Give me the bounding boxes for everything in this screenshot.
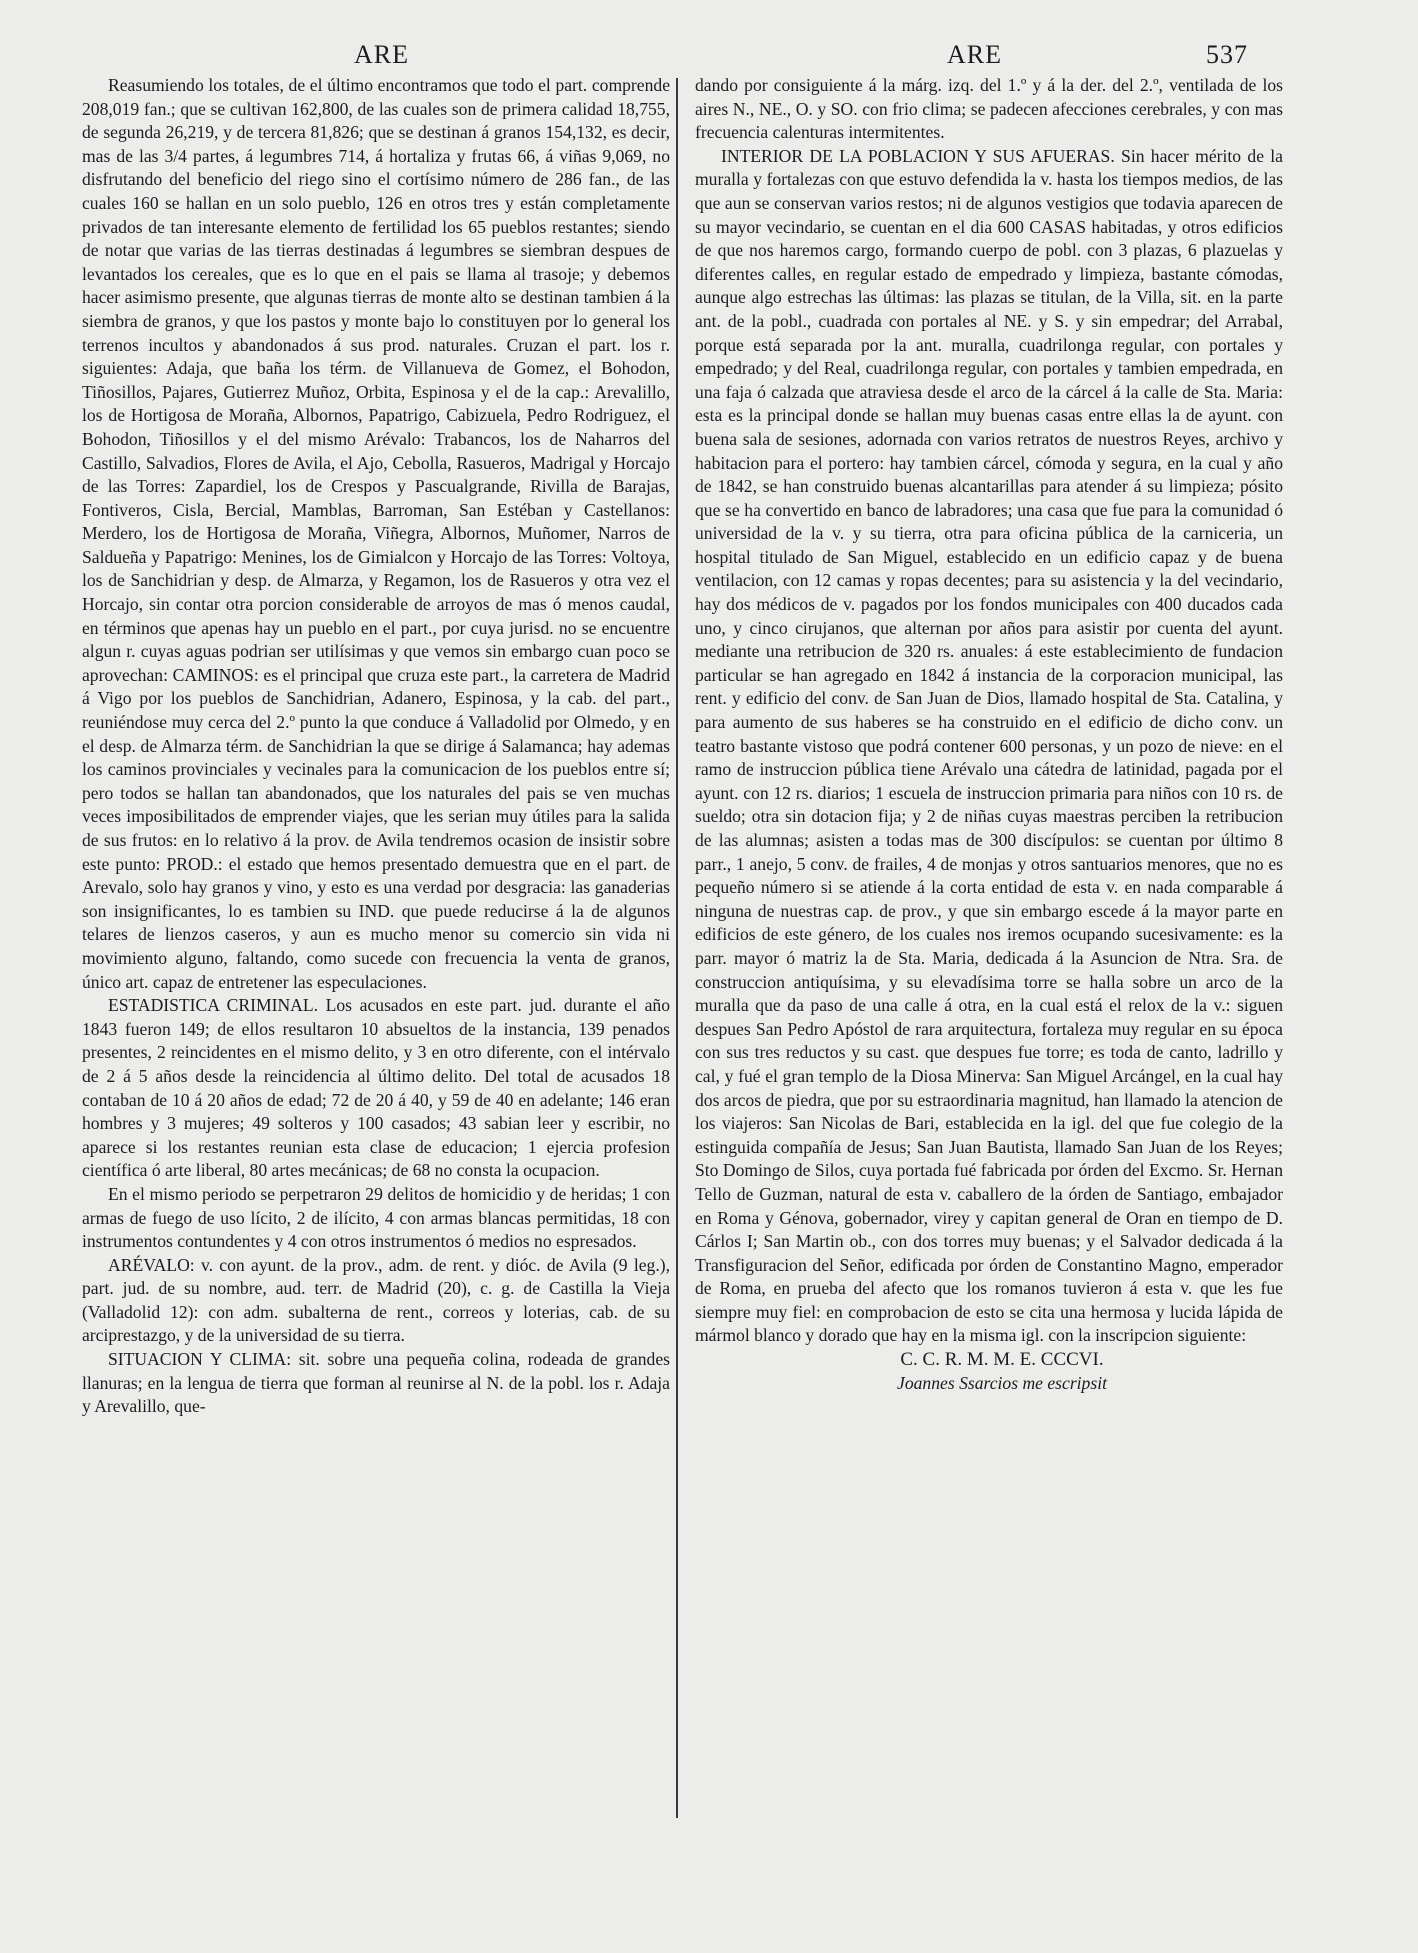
left-column (82, 74, 670, 1419)
paragraph-delitos: En el mismo periodo se perpetraron 29 delitos de homicidio y de heridas; 1 con armas de fuego de uso lícito, 2 de ilícito, 4 con armas blancas permitidas, 18 con instrumentos contundentes y 4 con otros instrumentos ó medios no espresados. (82, 1183, 670, 1252)
paragraph-arevalo-entry: ARÉVALO: v. con ayunt. de la prov., adm. de rent. y dióc. de Avila (9 leg.), part. jud. de su nombre, aud. terr. de Madrid (20), c. g. de Castilla la Vieja (Valladolid 12): con adm. subalterna de rent., correos y loterias, cab. de su arciprestazgo, y de la universidad de su tierra. (82, 1254, 670, 1346)
paragraph-interior-poblacion: INTERIOR DE LA POBLACION Y SUS AFUERAS. Sin hacer mérito de la muralla y fortalezas con que estuvo defendida la v. hasta los tiempos medios, de las que aun se conservan varios restos; ni de algunos vestigios que todavia aparecen de su mayor vecindario, se cuentan en el dia 600 CASAS habitadas, y otros edificios de que nos haremos cargo, formando cuerpo de pobl. con 3 plazas, 6 plazuelas y diferentes calles, en regular estado de empedrado y limpieza, bastante cómodas, aunque algo estrechas las últimas: las plazas se titulan, de la Villa, sit. en la parte ant. de la pobl., cuadrada con portales al NE. y S. y sin empedrar; del Arrabal, porque está separada por la ant. muralla, cuadrilonga regular, con portales y empedrado; y del Real, cuadrilonga regular, con portales y tambien empedrada, en una faja ó calzada que atraviesa desde el arco de la cárcel á la calle de Sta. Maria: esta es la principal donde se hallan muy buenas casas entre ellas la de ayunt. con buena sala de sesiones, adornada con varios retratos de nuestros Reyes, archivo y habitacion para el portero: hay tambien cárcel, cómoda y segura, en la cual y año de 1842, se han construido buenas alcantarillas para atender á su limpieza; pósito que se ha convertido en banco de labradores; una casa que fue para la comunidad ó universidad de la v. y su tierra, otra para oficina pública de la carniceria, un hospital titulado de San Miguel, establecido en un edificio capaz y de buena ventilacion, con 12 camas y ropas decentes; para su asistencia y la del vecindario, hay dos médicos de v. pagados por los fondos municipales con 400 ducados cada uno, y cinco cirujanos, que alternan por años para asistir por cuenta del ayunt. mediante una retribucion de 320 rs. anuales: á este establecimiento de fundacion particular se han agregado en 1842 á instancia de la corporacion municipal, las rent. y edificio del conv. de San Juan de Dios, llamado hospital de Sta. Catalina, y para aumento de sus haberes se ha construido en el edificio de dicho conv. un teatro bastante vistoso que podrá contener 600 personas, y un pozo de nieve: en el ramo de instruccion pública tiene Arévalo una cátedra de latinidad, pagada por el ayunt. con 12 rs. diarios; 1 escuela de instruccion primaria para niños con 10 rs. de sueldo; otra sin dotacion fija; y 2 de niñas cuyas maestras perciben la retribucion de las alumnas; asisten a todas mas de 300 discípulos: se cuentan por último 8 parr., 1 anejo, 5 conv. de frailes, 4 de monjas y otros santuarios menores, que no es pequeño número si se atiende á la corta entidad de esta v. en nada comparable á ninguna de nuestras cap. de prov., y que sin embargo escede á la mayor parte en edificios de este género, de los cuales nos iremos ocupando sucesivamente: es la parr. mayor ó matriz la de Sta. Maria, dedicada á la Asuncion de Ntra. Sra. de construccion antiquísima, y su elevadísima torre se halla sobre un arco de la muralla que da paso de una calle á otra, en la cual está el relox de la v.: siguen despues San Pedro Apóstol de rara arquitectura, fortaleza muy regular en su época con sus tres reductos y su cast. que despues fue torre; es toda de canto, ladrillo y cal, y fué el gran templo de la Diosa Minerva: San Miguel Arcángel, en la cual hay dos arcos de piedra, que por su estraordinaria magnitud, han llamado la atencion de los viajeros: San Nicolas de Bari, establecida en la igl. del que fue colegio de la estinguida compañía de Jesus; San Juan Bautista, llamado San Juan de los Reyes; Sto Domingo de Silos, cuya portada fué fabricada por órden del Excmo. Sr. Hernan Tello de Guzman, natural de esta v. caballero de la órden de Santiago, embajador en Roma y Génova, gobernador, virey y capitan general de Oran en tiempo de D. Cárlos I; San Martin ob., con dos torres muy buenas; y el Salvador dedicada á la Transfiguracion del Señor, edificada por órden de Constantino Magno, emperador de Roma, en prueba del afecto que los romanos tuvieron á esta v. que les fue siempre muy fiel: en comprobacion de esto se cita una hermosa y lucida lápida de mármol blanco y dorado que hay en la misma igl. con la inscripcion siguiente: (695, 145, 1283, 1346)
column-divider (676, 78, 678, 1818)
paragraph-totals: Reasumiendo los totales, de el último encontramos que todo el part. comprende 208,019 fan.; que se cultivan 162,800, de las cuales son de primera calidad 18,755, de segunda 26,219, y de tercera 81,826; que se destinan á granos 154,132, es decir, mas de las 3/4 partes, á legumbres 714, á hortaliza y frutas 66, á viñas 9,069, no disfrutando del beneficio del riego sino el cortísimo número de 286 fan., de las cuales 160 se hallan en un solo pueblo, 126 en otros tres y están completamente privados de tan interesante elemento de fertilidad los 65 pueblos restantes; siendo de notar que varias de las tierras destinadas á legumbres se siembran despues de levantados los cereales, que es lo que en el pais se llama al trasoje; y debemos hacer asimismo presente, que algunas tierras de monte alto se destinan tambien á la siembra de granos, y que los pastos y monte bajo lo constituyen por lo general los terrenos incultos y abandonados á sus prod. naturales. Cruzan el part. los r. siguientes: Adaja, que baña los térm. de Villanueva de Gomez, el Bohodon, Tiñosillos, Pajares, Gutierrez Muñoz, Orbita, Espinosa y el de la cap.: Arevalillo, los de Hortigosa de Moraña, Albornos, Papatrigo, Cabizuela, Pedro Rodriguez, el Bohodon, Tiñosillos y el del mismo Arévalo: Trabancos, los de Naharros del Castillo, Salvadios, Flores de Avila, el Ajo, Cebolla, Rasueros, Madrigal y Horcajo de las Torres: Zapardiel, los de Crespos y Pascualgrande, Rivilla de Barajas, Fontiveros, Cisla, Bercial, Mamblas, Barroman, San Estéban y Castellanos: Merdero, los de Hortigosa de Moraña, Viñegra, Albornos, Muñomer, Narros de Saldueña y Papatrigo: Menines, los de Gimialcon y Horcajo de las Torres: Voltoya, los de Sanchidrian y desp. de Almarza, y Regamon, los de Rasueros y otra vez el Horcajo, sin contar otra porcion considerable de arroyos de mas ó menos caudal, en términos que apenas hay un pueblo en el part., por cuya jurisd. no se encuentre algun r. cuyas aguas podrian ser utilísimas y que vemos sin embargo cuan poco se aprovechan: CAMINOS: es el principal que cruza este part., la carretera de Madrid á Vigo por los pueblos de Sanchidrian, Adanero, Espinosa, y la cab. del part., reuniéndose muy cerca del 2.º punto la que conduce á Valladolid por Olmedo, y en el desp. de Almarza térm. de Sanchidrian la que se dirige á Salamanca; hay ademas los caminos provinciales y vecinales para la comunicacion de los pueblos entre sí; pero todos se hallan tan abandonados, que los naturales del pais se ven muchas veces imposibilitados de emprender viajes, que les serian muy útiles para la salida de sus frutos: en lo relativo á la prov. de Avila tendremos ocasion de insistir sobre este punto: PROD.: el estado que hemos presentado demuestra que en el part. de Arevalo, solo hay granos y vino, y esto es una verdad por desgracia: las ganaderias son insignificantes, lo es tambien su IND. que puede reducirse á la de algunos telares de lienzos caseros, y aun es mucho menor su comercio sin vida ni movimiento alguno, faltando, como sucede con frecuencia la venta de granos, único art. capaz de entretener las especulaciones. (82, 75, 670, 992)
signature: Joannes Ssarcios me escripsit (897, 1372, 1107, 1393)
inscription: C. C. R. M. M. E. CCCVI. (900, 1349, 1104, 1371)
running-head-center: ARE (947, 40, 1002, 69)
page-number: 537 (1206, 40, 1248, 69)
right-column (695, 74, 1283, 1395)
paragraph-estadistica-criminal: ESTADISTICA CRIMINAL. Los acusados en este part. jud. durante el año 1843 fueron 149; de ellos resultaron 10 absueltos de la instancia, 139 penados presentes, 2 reincidentes en el mismo delito, y 3 en otro diferente, con el intérvalo de 2 á 5 años desde la reincidencia al último delito. Del total de acusados 18 contaban de 10 á 20 años de edad; 72 de 20 á 40, y 59 de 40 en adelante; 146 eran hombres y 3 mujeres; 49 solteros y 100 casados; 43 sabian leer y escribir, no aparece si los restantes reunian esta clase de educacion; 1 ejercia profesion científica ó arte liberal, 80 artes mecánicas; de 68 no consta la ocupacion. (82, 995, 670, 1181)
running-head-left: ARE (354, 40, 409, 69)
paragraph-clima-continued: dando por consiguiente á la márg. izq. del 1.º y á la der. del 2.º, ventilada de los aires N., NE., O. y SO. con frio clima; se padecen afecciones cerebrales, y con mas frecuencia calenturas intermitentes. (695, 75, 1283, 143)
paragraph-situacion-clima: SITUACION Y CLIMA: sit. sobre una pequeña colina, rodeada de grandes llanuras; en la lengua de tierra que forman al reunirse al N. de la pobl. los r. Adaja y Arevalillo, que- (82, 1349, 670, 1417)
